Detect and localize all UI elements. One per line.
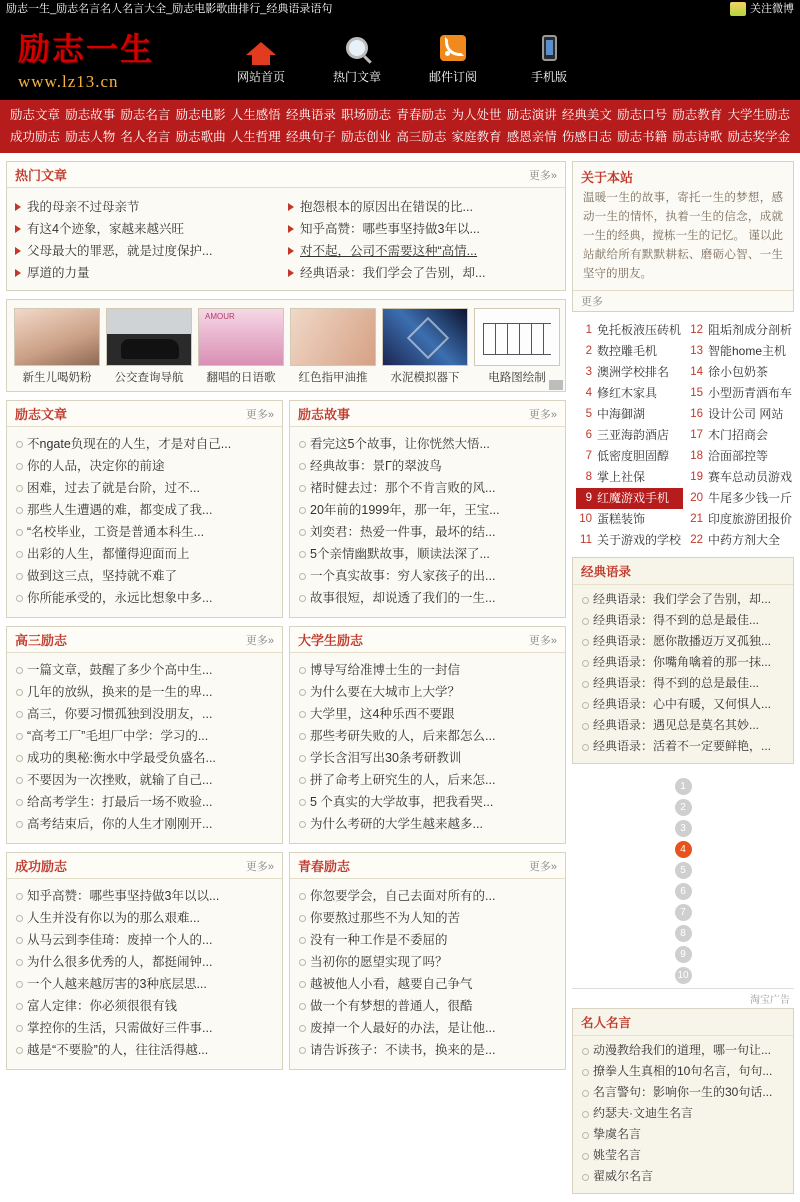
hot-article-item[interactable]: 抱怨根本的原因出在错误的比... [286, 196, 559, 218]
section-header [7, 401, 282, 427]
section-header [7, 627, 282, 653]
section-more-link[interactable]: 更多» [528, 634, 557, 647]
thumbnail-caption: 水泥模拟器下 [390, 372, 460, 384]
list-item[interactable]: 那些考研失败的人，后来都怎么... [296, 725, 559, 747]
rank-item[interactable] [687, 530, 794, 551]
rank-item[interactable] [576, 362, 683, 383]
category-link[interactable]: 经典语录 [285, 108, 336, 122]
section-panel [6, 626, 283, 844]
section-list [13, 885, 276, 1061]
list-item[interactable]: 越是“不要脸”的人，往往活得越... [13, 1039, 276, 1061]
pager-dot[interactable]: 3 [675, 820, 692, 837]
rank-item[interactable] [687, 383, 794, 404]
phone-icon [518, 31, 580, 65]
section-title: 励志故事 [298, 407, 351, 422]
quote-item[interactable]: 经典语录：得不到的总是最佳... [579, 610, 787, 631]
nav-home-label: 网站首页 [236, 70, 285, 84]
rank-column-right [687, 320, 794, 551]
category-link[interactable]: 人生感悟 [230, 108, 281, 122]
list-item[interactable]: 为什么考研的大学生越来越多... [296, 813, 559, 835]
list-item[interactable]: 你要熬过那些不为人知的苦 [296, 907, 559, 929]
rank-label: 澳洲学校排名 [597, 365, 670, 379]
famous-quote-item[interactable]: 名言警句：影响你一生的30句话... [579, 1082, 787, 1103]
pager-dot[interactable]: 4 [675, 841, 692, 858]
rank-label: 三亚海韵酒店 [597, 428, 670, 442]
rank-label: 掌上社保 [597, 470, 646, 484]
weibo-label: 关注微博 [750, 3, 794, 15]
rank-label: 红魔游戏手机 [597, 491, 670, 505]
category-link[interactable]: 励志奖学金 [727, 130, 790, 144]
famous-quotes-list [579, 1040, 787, 1187]
category-link[interactable]: 励志文章 [10, 108, 61, 122]
list-item[interactable]: “名校毕业，工资是普通本科生... [13, 521, 276, 543]
rank-label: 设计公司 网站 [708, 407, 784, 421]
section-list [296, 659, 559, 835]
section-header [7, 853, 282, 879]
rank-item[interactable] [576, 446, 683, 467]
list-item[interactable]: 不要因为一次挫败，就输了自己... [13, 769, 276, 791]
famous-quotes-body [573, 1036, 793, 1193]
list-item[interactable]: 几年的放纵，换来的是一生的卑... [13, 681, 276, 703]
section-title: 高三励志 [15, 633, 68, 648]
section-title: 青春励志 [298, 859, 351, 874]
thumbnail-caption: 新生儿喝奶粉 [22, 372, 92, 384]
thumbnail-image [198, 308, 284, 366]
section-row-3 [6, 852, 566, 1078]
list-item[interactable]: 没有一种工作是不委屈的 [296, 929, 559, 951]
category-link[interactable]: 职场励志 [341, 108, 392, 122]
rank-number: 2 [585, 345, 592, 357]
hot-articles-more[interactable]: 更多» [528, 169, 557, 182]
list-item[interactable]: 废掉一个人最好的办法，是让他... [296, 1017, 559, 1039]
rank-label: 数控雕毛机 [597, 344, 658, 358]
rank-item[interactable] [576, 467, 683, 488]
list-item[interactable]: 高三，你要习惯孤独到没朋友，... [13, 703, 276, 725]
list-item[interactable]: 高考结束后，你的人生才刚刚开... [13, 813, 276, 835]
rank-number: 11 [580, 534, 592, 546]
rank-label: 免托板液压砖机 [596, 323, 681, 337]
category-link[interactable]: 人生哲理 [230, 130, 281, 144]
section-row-2 [6, 626, 566, 852]
scroll-handle[interactable] [549, 380, 563, 390]
browser-title-bar [0, 0, 800, 18]
pager-dot[interactable]: 8 [675, 925, 692, 942]
category-link[interactable]: 名人名言 [120, 130, 171, 144]
rank-column-left [576, 320, 683, 551]
category-link[interactable]: 励志口号 [617, 108, 668, 122]
hot-articles-title: 热门文章 [15, 168, 68, 183]
section-panel [6, 852, 283, 1070]
rank-number: 10 [579, 513, 592, 525]
rank-label: 阻垢剂成分剖析 [707, 323, 792, 337]
section-more-link[interactable]: 更多» [245, 408, 274, 421]
about-panel [572, 161, 794, 312]
thumbnail-item[interactable] [106, 308, 192, 385]
section-list [13, 659, 276, 835]
site-header [0, 18, 800, 98]
quotes-title: 经典语录 [573, 558, 793, 585]
site-logo[interactable] [10, 24, 220, 92]
home-icon [230, 31, 292, 65]
list-item[interactable]: 一篇文章，鼓醒了多少个高中生... [13, 659, 276, 681]
famous-quotes-panel [572, 1008, 794, 1194]
rank-item[interactable] [576, 425, 683, 446]
section-header [290, 401, 565, 427]
pager-dot[interactable]: 7 [675, 904, 692, 921]
hot-articles-panel [6, 161, 566, 291]
rank-label: 徐小包奶茶 [708, 365, 769, 379]
list-item[interactable]: 学长含泪写出30条考研教训 [296, 747, 559, 769]
rank-number: 20 [690, 492, 703, 504]
category-link[interactable]: 励志创业 [341, 130, 392, 144]
section-panel [289, 626, 566, 844]
thumbnail-caption: 红色指甲油推 [298, 372, 368, 384]
thumbnail-caption: 翻唱的日语歌 [206, 372, 276, 384]
ad-label: 淘宝广告 [572, 988, 794, 1008]
category-nav [0, 98, 800, 153]
rank-label: 印度旅游团报价 [707, 512, 792, 526]
category-link[interactable]: 为人处世 [451, 108, 502, 122]
thumbnail-item[interactable] [14, 308, 100, 385]
list-item[interactable]: 为什么要在大城市上大学？ [296, 681, 559, 703]
rank-number: 13 [690, 345, 703, 357]
rank-label: 洽面部控等 [708, 449, 769, 463]
rank-label: 修红木家具 [597, 386, 658, 400]
about-title: 关于本站 [581, 170, 634, 185]
category-link[interactable]: 高三励志 [396, 130, 447, 144]
list-item[interactable]: 人生并没有你以为的那么艰难... [13, 907, 276, 929]
category-link[interactable]: 青春励志 [396, 108, 447, 122]
category-link[interactable]: 励志电影 [175, 108, 226, 122]
famous-quote-item[interactable]: 翟威尔名言 [579, 1166, 787, 1187]
section-more-link[interactable]: 更多» [245, 860, 274, 873]
rank-label: 中药方剂大全 [708, 533, 781, 547]
famous-quote-item[interactable]: 动漫教给我们的道理，哪一句让... [579, 1040, 787, 1061]
hot-articles-header [7, 162, 565, 188]
list-item[interactable]: 做一个有梦想的普通人，很酷 [296, 995, 559, 1017]
category-link[interactable]: 励志故事 [65, 108, 116, 122]
rank-label: 关于游戏的学校 [596, 533, 681, 547]
section-title: 成功励志 [15, 859, 68, 874]
hot-article-item[interactable]: 父母最大的罪恶，就是过度保护... [13, 240, 286, 262]
list-item[interactable]: 掌控你的生活，只需做好三件事... [13, 1017, 276, 1039]
rank-item[interactable] [576, 320, 683, 341]
section-list [296, 433, 559, 609]
list-item[interactable]: 刘奕君：热爱一件事，最坏的结... [296, 521, 559, 543]
rank-label: 中海御湖 [597, 407, 646, 421]
list-item[interactable]: 那些人生遭遇的难，都变成了我... [13, 499, 276, 521]
category-link[interactable]: 励志名言 [120, 108, 171, 122]
rank-label: 牛尾多少钱一斤 [707, 491, 792, 505]
hot-article-item[interactable]: 知乎高赞：哪些事坚持做3年以... [286, 218, 559, 240]
rank-number: 7 [585, 450, 592, 462]
list-item[interactable]: 5 个真实的大学故事，把我看哭... [296, 791, 559, 813]
section-body [290, 653, 565, 843]
quote-item[interactable]: 经典语录：活着不一定要鲜艳，... [579, 736, 787, 757]
category-link[interactable]: 感恩亲情 [506, 130, 557, 144]
thumbnail-item[interactable] [474, 308, 560, 385]
famous-quote-item[interactable]: 约瑟夫·文迪生名言 [579, 1103, 787, 1124]
category-link[interactable]: 成功励志 [10, 130, 61, 144]
section-panel [289, 852, 566, 1070]
category-link[interactable]: 励志诗歌 [672, 130, 723, 144]
list-item[interactable]: 你所能承受的，永远比想象中多... [13, 587, 276, 609]
rank-number: 19 [690, 471, 703, 483]
list-item[interactable]: 当初你的愿望实现了吗？ [296, 951, 559, 973]
list-item[interactable]: 出彩的人生，都懂得迎面而上 [13, 543, 276, 565]
thumbnail-item[interactable] [382, 308, 468, 385]
section-body [7, 427, 282, 617]
rank-item[interactable] [687, 320, 794, 341]
hot-article-item[interactable]: 经典语录：我们学会了告别，却... [286, 262, 559, 284]
rank-lists [572, 318, 794, 557]
thumbnail-image [474, 308, 560, 366]
quote-item[interactable]: 经典语录：你嘴角噙着的那一抹... [579, 652, 787, 673]
pager-dot[interactable]: 9 [675, 946, 692, 963]
section-body [290, 427, 565, 617]
famous-quotes-title: 名人名言 [573, 1009, 793, 1036]
quote-item[interactable]: 经典语录：得不到的总是最佳... [579, 673, 787, 694]
pager-dot[interactable]: 5 [675, 862, 692, 879]
section-header [290, 853, 565, 879]
header-nav [230, 31, 580, 85]
list-item[interactable]: 不ngate负现在的人生，才是对自己... [13, 433, 276, 455]
list-item[interactable]: 从马云到李佳琦：废掉一个人的... [13, 929, 276, 951]
category-link[interactable]: 家庭教育 [451, 130, 502, 144]
nav-mobile[interactable] [518, 31, 580, 85]
list-item[interactable]: 请告诉孩子：不读书，换来的是... [296, 1039, 559, 1061]
category-link[interactable]: 励志演讲 [506, 108, 557, 122]
rank-label: 蛋糕装饰 [597, 512, 646, 526]
list-item[interactable]: “高考工厂”毛坦厂中学：学习的... [13, 725, 276, 747]
section-header [290, 627, 565, 653]
thumbnail-image [290, 308, 376, 366]
quotes-body [573, 585, 793, 763]
rank-label: 小型沥青酒布车 [707, 386, 792, 400]
rank-item[interactable] [576, 383, 683, 404]
rank-item[interactable] [687, 425, 794, 446]
nav-rss-label: 邮件订阅 [428, 70, 477, 84]
pager-dot[interactable]: 10 [675, 967, 692, 984]
rank-item[interactable] [576, 341, 683, 362]
list-item[interactable]: 5个亲情幽默故事，顺读法深了... [296, 543, 559, 565]
rank-number: 18 [690, 450, 703, 462]
hot-article-item[interactable]: 有这4个迹象，家越来越兴旺 [13, 218, 286, 240]
rank-item[interactable] [576, 404, 683, 425]
rank-number: 14 [690, 366, 703, 378]
weibo-link[interactable] [730, 0, 800, 18]
quote-item[interactable]: 经典语录：心中有暖，又何惧人... [579, 694, 787, 715]
hot-article-item[interactable]: 对不起，公司不需要这种“高情... [286, 240, 559, 262]
list-item[interactable]: 给高考学生：打最后一场不败验... [13, 791, 276, 813]
rank-item[interactable] [687, 341, 794, 362]
section-list [13, 433, 276, 609]
logo-title: 励志一生 [18, 30, 155, 68]
list-item[interactable]: 拼了命考上研究生的人，后来怎... [296, 769, 559, 791]
rank-label: 木门招商会 [708, 428, 769, 442]
section-body [290, 879, 565, 1069]
nav-hot-label: 热门文章 [332, 70, 381, 84]
thumbnail-image [14, 308, 100, 366]
list-item[interactable]: 20年前的1999年，那一年，王宝... [296, 499, 559, 521]
rank-item[interactable] [687, 404, 794, 425]
rank-number: 21 [690, 513, 703, 525]
rank-number: 5 [585, 408, 592, 420]
hot-article-item[interactable]: 我的母亲不过母亲节 [13, 196, 286, 218]
category-link[interactable]: 大学生励志 [727, 108, 790, 122]
list-item[interactable]: 困难，过去了就是台阶，过不... [13, 477, 276, 499]
section-body [7, 879, 282, 1069]
weibo-icon [730, 2, 746, 16]
thumbnail-item[interactable] [198, 308, 284, 385]
rss-icon [422, 31, 484, 65]
thumbnail-item[interactable] [290, 308, 376, 385]
rank-label: 赛车总动员游戏 [707, 470, 792, 484]
list-item[interactable]: 你忽要学会，自己去面对所有的... [296, 885, 559, 907]
rank-item[interactable] [576, 530, 683, 551]
section-body [7, 653, 282, 843]
section-more-link[interactable]: 更多» [245, 634, 274, 647]
section-more-link[interactable]: 更多» [528, 408, 557, 421]
hot-article-item[interactable]: 厚道的力量 [13, 262, 286, 284]
list-item[interactable]: 褚时健去过：那个不肯言败的风... [296, 477, 559, 499]
pager-dot[interactable]: 2 [675, 799, 692, 816]
quotes-panel [572, 557, 794, 764]
right-column [572, 161, 794, 1202]
list-item[interactable]: 博导写给准博士生的一封信 [296, 659, 559, 681]
rank-item[interactable] [576, 488, 683, 509]
category-row-2 [0, 126, 800, 148]
list-item[interactable]: 为什么很多优秀的人，都挺闹钟... [13, 951, 276, 973]
section-list [296, 885, 559, 1061]
list-item[interactable]: 成功的奥秘:衡水中学最受负盛名... [13, 747, 276, 769]
category-row-1 [0, 104, 800, 126]
search-icon [326, 31, 388, 65]
about-more[interactable]: 更多 [573, 290, 793, 311]
main-content [0, 153, 800, 1202]
rank-label: 低密度胆固醇 [597, 449, 670, 463]
category-link[interactable]: 励志歌曲 [175, 130, 226, 144]
quote-item[interactable]: 经典语录：愿你散播迈万叉孤独... [579, 631, 787, 652]
rank-item[interactable] [687, 509, 794, 530]
rank-number: 12 [690, 324, 703, 336]
famous-quote-item[interactable]: 挚虞名言 [579, 1124, 787, 1145]
hot-articles-list [13, 196, 559, 284]
section-title: 励志文章 [15, 407, 68, 422]
category-link[interactable]: 经典美文 [561, 108, 612, 122]
nav-hot[interactable] [326, 31, 388, 85]
rank-number: 8 [585, 471, 592, 483]
category-link[interactable]: 经典句子 [285, 130, 336, 144]
hot-articles-body [7, 188, 565, 290]
rank-number: 22 [690, 534, 703, 546]
logo-url: www.lz13.cn [18, 72, 119, 91]
category-link[interactable]: 励志书籍 [617, 130, 668, 144]
rank-item[interactable] [576, 509, 683, 530]
category-link[interactable]: 伤感日志 [561, 130, 612, 144]
rank-item[interactable] [687, 362, 794, 383]
list-item[interactable]: 做到这三点，坚持就不难了 [13, 565, 276, 587]
list-item[interactable]: 大学里，这4种乐西不要跟 [296, 703, 559, 725]
about-text: 温暖一生的故事，寄托一生的梦想，感动一生的情怀，执着一生的信念，成就一生的经典，搅栋一生的记忆。 谨以此站献给所有默默耕耘、磨砺心智、一生坚守的朋友。 [583, 192, 783, 280]
rank-number: 17 [690, 429, 703, 441]
rank-number: 16 [690, 408, 703, 420]
nav-rss[interactable] [422, 31, 484, 85]
list-item[interactable]: 看完这5个故事，让你恍然大悟... [296, 433, 559, 455]
thumbnail-caption: 电路图绘制 [488, 372, 546, 384]
section-title: 大学生励志 [298, 633, 364, 648]
list-item[interactable]: 越被他人小看，越要自己争气 [296, 973, 559, 995]
rank-number: 6 [585, 429, 592, 441]
quotes-list [579, 589, 787, 757]
quote-item[interactable]: 经典语录：我们学会了告别，却... [579, 589, 787, 610]
nav-mobile-label: 手机版 [530, 70, 567, 84]
section-more-link[interactable]: 更多» [528, 860, 557, 873]
thumbnail-image [382, 308, 468, 366]
rank-number: 15 [690, 387, 703, 399]
rank-number: 9 [585, 492, 592, 504]
rank-label: 智能home主机 [708, 344, 787, 358]
list-item[interactable]: 富人定律：你必须很很有钱 [13, 995, 276, 1017]
rank-item[interactable] [687, 467, 794, 488]
page-title: 励志一生_励志名言名人名言大全_励志电影歌曲排行_经典语录语句 [6, 3, 333, 15]
quote-item[interactable]: 经典语录：遇见总是莫名其妙... [579, 715, 787, 736]
left-column [6, 161, 566, 1202]
famous-quote-item[interactable]: 姚莹名言 [579, 1145, 787, 1166]
nav-home[interactable] [230, 31, 292, 85]
thumbnail-image [106, 308, 192, 366]
section-panel [289, 400, 566, 618]
famous-quote-item[interactable]: 撩拳人生真相的10句名言，句句... [579, 1061, 787, 1082]
section-panel [6, 400, 283, 618]
list-item[interactable]: 知乎高赞：哪些事坚持做3年以以... [13, 885, 276, 907]
category-link[interactable]: 励志教育 [672, 108, 723, 122]
rank-number: 1 [585, 324, 592, 336]
list-item[interactable]: 你的人品，决定你的前途 [13, 455, 276, 477]
thumbnail-strip [6, 299, 566, 392]
pager-dot[interactable]: 1 [675, 778, 692, 795]
rank-item[interactable] [687, 488, 794, 509]
thumbnail-caption: 公交查询导航 [114, 372, 184, 384]
rank-number: 3 [585, 366, 592, 378]
list-item[interactable]: 一个人越来越厉害的3种底层思... [13, 973, 276, 995]
rank-number: 4 [585, 387, 592, 399]
pager-dot[interactable]: 6 [675, 883, 692, 900]
ad-pager [572, 772, 794, 988]
list-item[interactable]: 一个真实故事：穷人家孩子的出... [296, 565, 559, 587]
list-item[interactable]: 经典故事：景Г的翠波鸟 [296, 455, 559, 477]
rank-item[interactable] [687, 446, 794, 467]
section-row-1 [6, 400, 566, 626]
category-link[interactable]: 励志人物 [65, 130, 116, 144]
list-item[interactable]: 故事很短，却说透了我们的一生... [296, 587, 559, 609]
